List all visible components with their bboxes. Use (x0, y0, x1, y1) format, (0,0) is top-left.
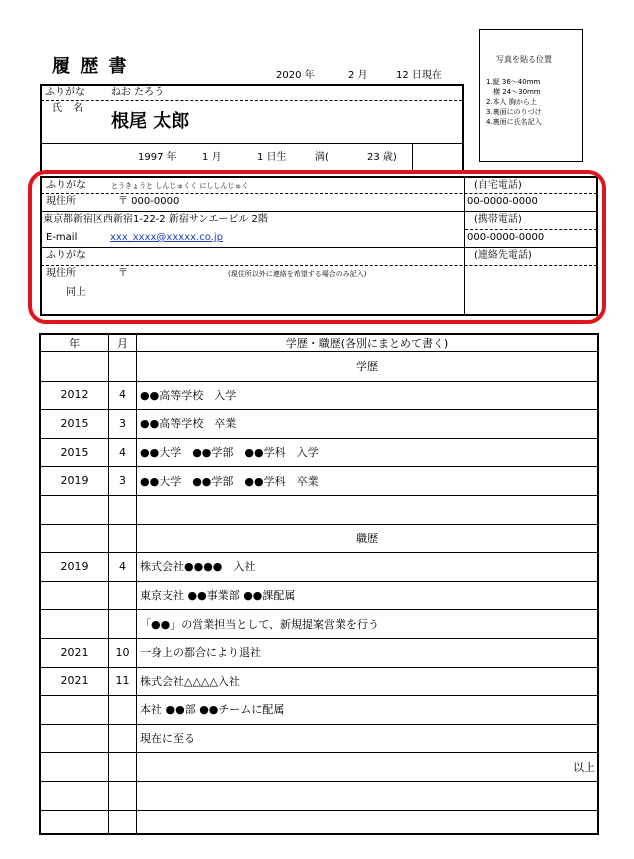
photo-line: 4.裏面に氏名記入 (486, 118, 542, 126)
row-year (41, 781, 108, 810)
row-year (41, 752, 108, 781)
table-row (41, 781, 597, 810)
name-divider (41, 143, 462, 144)
contact-furigana-label: ふりがな (46, 250, 86, 261)
photo-line: 横 24〜30mm (486, 88, 541, 96)
row-month (109, 810, 136, 839)
table-row (41, 810, 597, 839)
row-content: 株式会社●●●● 入社 (140, 560, 256, 574)
row-content: 東京支社 ●●事業部 ●●課配属 (140, 589, 296, 603)
birth-year: 1997 年 (138, 152, 177, 163)
history-table (39, 333, 599, 835)
table-row (41, 667, 597, 696)
name-block-right (462, 84, 464, 172)
row-month (109, 752, 136, 781)
row-month (109, 524, 136, 553)
age-divider (412, 143, 413, 172)
row-month: 4 (119, 559, 126, 573)
date-year: 2020 年 (276, 70, 315, 81)
name-label: 氏 名 (52, 103, 88, 114)
row-content: 「●●」の営業担当として、新規提案営業を行う (140, 617, 379, 631)
age-value: 23 歳) (367, 152, 397, 163)
row-month (109, 724, 136, 753)
row-content: ●●高等学校 入学 (140, 388, 237, 402)
row-year: 2019 (60, 559, 89, 573)
row-year (41, 581, 108, 610)
table-row (41, 409, 597, 438)
address-label: 現住所 (46, 196, 76, 207)
row-year: 2021 (60, 674, 89, 688)
date-day: 12 日現在 (396, 70, 442, 81)
photo-line: 2.本人 胸から上 (486, 98, 537, 106)
table-row (41, 381, 597, 410)
name-furigana-divider (41, 100, 462, 101)
date-month: 2 月 (348, 70, 368, 81)
postal-code: 〒 000-0000 (118, 196, 180, 207)
row-year (41, 524, 108, 553)
photo-title: 写真を貼る位置 (496, 55, 552, 64)
table-row (41, 495, 597, 524)
row-month (109, 781, 136, 810)
col-header-year: 年 (69, 337, 80, 350)
row-content: 職歴 (356, 531, 378, 545)
row-content: ●●大学 ●●学部 ●●学科 入学 (140, 446, 319, 460)
row-content: 一身上の都合により退社 (140, 646, 261, 660)
table-row (41, 524, 597, 553)
row-content (137, 781, 597, 810)
row-month (109, 609, 136, 638)
mobile-label: (携帯電話) (474, 214, 522, 225)
col-header-content: 学歴・職歴(各別にまとめて書く) (285, 337, 449, 350)
table-row (41, 609, 597, 638)
photo-line: 3.裏面にのりづけ (486, 108, 542, 116)
address-furigana-value: とうきょうと しんじゅくく にししんじゅく (111, 182, 249, 190)
row-content: 現在に至る (140, 732, 195, 746)
row-content: 本社 ●●部 ●●チームに配属 (140, 703, 285, 717)
contact-note: (現住所以外に連絡を希望する場合のみ記入) (228, 270, 367, 278)
row-month: 3 (119, 416, 126, 430)
photo-box (479, 29, 583, 162)
row-content: 以上 (573, 760, 595, 774)
row-month: 4 (119, 388, 126, 402)
contact-postal: 〒 (118, 268, 128, 279)
table-row (41, 466, 597, 495)
row-year (41, 810, 108, 839)
row-content (137, 495, 597, 524)
birth-day: 1 日生 (257, 152, 287, 163)
contact-address-label: 現住所 (46, 268, 76, 279)
row-month (109, 581, 136, 610)
name-furigana-label: ふりがな (45, 87, 85, 98)
row-year (41, 352, 108, 381)
row-year: 2012 (60, 388, 89, 402)
birth-month: 1 月 (202, 152, 222, 163)
row-month: 11 (115, 674, 130, 688)
row-content (137, 810, 597, 839)
row-year: 2015 (60, 445, 89, 459)
address-value: 東京都新宿区西新宿1-22-2 新宿サンエービル 2階 (43, 214, 268, 225)
row-month (109, 695, 136, 724)
row-month: 3 (119, 474, 126, 488)
table-row (41, 695, 597, 724)
name-value: 根尾 太郎 (111, 111, 190, 132)
name-block-left (40, 84, 42, 172)
row-year: 2019 (60, 474, 89, 488)
contact-phone-label: (連絡先電話) (474, 250, 532, 261)
address-furigana-label: ふりがな (46, 180, 86, 191)
row-year (41, 495, 108, 524)
row-content: ●●高等学校 卒業 (140, 417, 237, 431)
table-row (41, 552, 597, 581)
table-row (41, 438, 597, 467)
home-phone-label: (自宅電話) (474, 180, 522, 191)
row-year (41, 609, 108, 638)
table-row (41, 752, 597, 781)
contact-same: 同上 (66, 287, 86, 298)
row-month: 10 (115, 645, 130, 659)
row-month: 4 (119, 445, 126, 459)
highlight-frame (28, 170, 606, 324)
row-month (109, 495, 136, 524)
email-link[interactable]: xxx_xxxx@xxxxx.co.jp (110, 232, 223, 243)
table-row (41, 638, 597, 667)
row-content: ●●大学 ●●学部 ●●学科 卒業 (140, 474, 319, 488)
home-phone-value: 00-0000-0000 (467, 196, 538, 207)
row-content: 株式会社△△△△入社 (140, 674, 240, 688)
name-block-top (40, 84, 464, 86)
col-header-month: 月 (117, 337, 128, 350)
email-label: E-mail (46, 232, 78, 243)
age-label: 満( (315, 152, 329, 163)
name-furigana-value: ねお たろう (111, 87, 165, 98)
row-year: 2015 (60, 416, 89, 430)
row-month (109, 352, 136, 381)
mobile-value: 000-0000-0000 (467, 232, 545, 243)
row-year (41, 724, 108, 753)
table-row (41, 581, 597, 610)
document-title: 履 歴 書 (52, 56, 129, 77)
row-content: 学歴 (356, 360, 378, 374)
photo-line: 1.縦 36〜40mm (486, 78, 541, 86)
row-year: 2021 (60, 645, 89, 659)
table-row (41, 352, 597, 381)
row-year (41, 695, 108, 724)
table-row (41, 724, 597, 753)
